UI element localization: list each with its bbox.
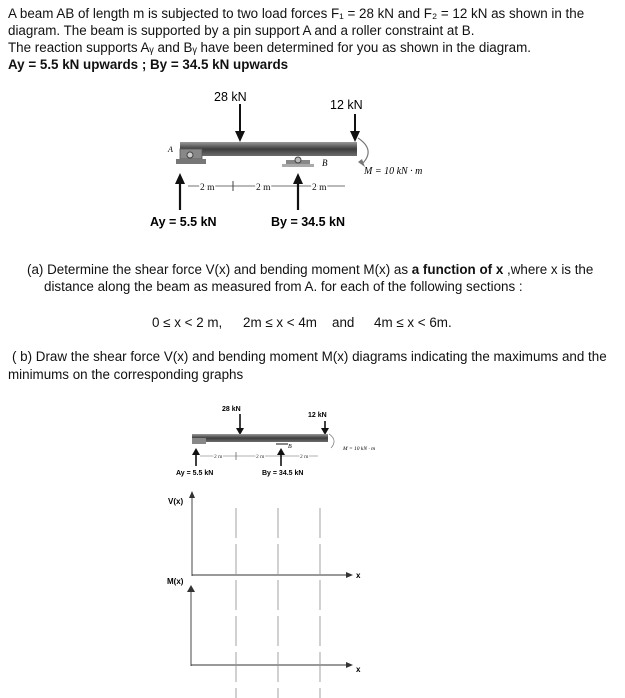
reaction-a-label: Ay = 5.5 kN — [150, 215, 217, 229]
shear-axis-label: V(x) — [168, 497, 184, 506]
part-a-line-2: distance along the beam as measured from A. for each of the following sections : — [44, 279, 523, 294]
moment-axis-label: M(x) — [167, 577, 184, 586]
intro-line-1: A beam AB of length m is subjected to two load forces F₁ = 28 kN and F₂ = 12 kN as shown in the — [8, 6, 585, 21]
small-beam — [192, 434, 328, 442]
small-load-1-label: 28 kN — [222, 406, 241, 413]
section-2: 2m ≤ x < 4m — [243, 315, 317, 330]
label-b: B — [322, 158, 328, 168]
moment-y-axis-arrow — [187, 585, 195, 592]
part-b-line-1: ( b) Draw the shear force V(x) and bending moment M(x) diagrams indicating the maximums and the — [12, 349, 607, 364]
shear-x-label: x — [356, 571, 361, 580]
intro-line-2: diagram. The beam is supported by a pin support A and a roller constraint at B. — [8, 23, 475, 38]
dim-3: 2 m — [312, 183, 327, 193]
small-dim-3: 2 m — [300, 454, 309, 460]
intro-line-3: The reaction supports Aᵧ and Bᵧ have been determined for you as shown in the diagram. — [8, 40, 531, 55]
dim-1: 2 m — [200, 183, 215, 193]
small-label-b: B — [288, 444, 292, 450]
section-and: and — [332, 315, 355, 330]
small-moment-label: M = 10 kN · m — [343, 446, 376, 452]
part-a-text-end: ,where x is the — [503, 262, 594, 277]
part-b-line-2: minimums on the corresponding graphs — [8, 367, 244, 382]
label-a: A — [168, 145, 173, 154]
section-1: 0 ≤ x < 2 m, — [152, 315, 223, 330]
reaction-b-label: By = 34.5 kN — [271, 215, 346, 229]
section-3: 4m ≤ x < 6m. — [374, 315, 452, 330]
small-reaction-a-label: Ay = 5.5 kN — [176, 470, 214, 477]
small-dim-2: 2 m — [256, 454, 265, 460]
load-1-label: 28 kN — [214, 90, 247, 104]
small-dim-1: 2 m — [214, 454, 223, 460]
part-a-text: (a) Determine the shear force V(x) and bending moment M(x) as — [27, 262, 412, 277]
moment-x-label: x — [356, 665, 361, 674]
section-guide-lines — [236, 508, 320, 698]
small-load-2-label: 12 kN — [308, 412, 327, 419]
dim-2: 2 m — [256, 183, 271, 193]
reactions-summary: Ay = 5.5 kN upwards ; By = 34.5 kN upwards — [8, 57, 289, 72]
small-reaction-b-label: By = 34.5 kN — [262, 470, 304, 477]
load-2-label: 12 kN — [330, 98, 363, 112]
part-a-bold: a function of x — [411, 262, 504, 277]
moment-label: M = 10 kN · m — [364, 166, 423, 177]
